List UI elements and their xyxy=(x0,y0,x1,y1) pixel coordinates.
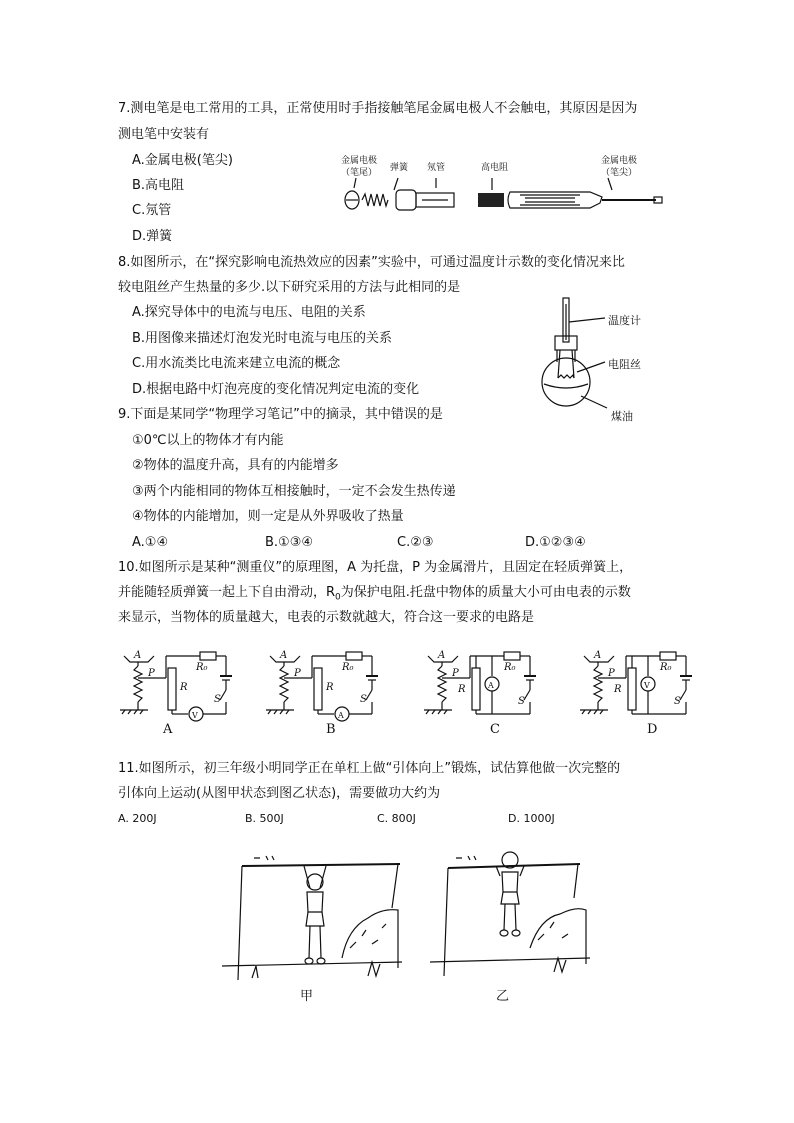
q8-option-b: B.用图像来描述灯泡发光时电流与电压的关系 xyxy=(132,331,393,346)
q7-pen-drawing xyxy=(340,178,670,218)
q10-stem-line1: 10.如图所示是某种“测重仪”的原理图，A 为托盘，P 为金属滑片，且固定在轻质弹簧上， xyxy=(118,560,633,575)
q10c-label-switch: S xyxy=(518,696,525,707)
q7-label-tail-paren: （笔尾） xyxy=(341,168,378,178)
q11-option-d: D. 1000J xyxy=(508,812,555,825)
q9-item-4: ④物体的内能增加，则一定是从外界吸收了热量 xyxy=(132,509,404,524)
q8-stem-line1: 8.如图所示，在“探究影响电流热效应的因素”实验中，可通过温度计示数的变化情况来比 xyxy=(118,255,625,270)
q10d-label-slider: P xyxy=(608,668,615,679)
q10c-label-rheostat: R xyxy=(458,684,466,695)
q10b-label-protect: R₀ xyxy=(342,662,354,673)
q10d-label-protect: R₀ xyxy=(660,662,672,673)
q9-option-a: A.①④ xyxy=(132,535,169,550)
q10a-meter: V xyxy=(192,711,198,720)
q7-option-a: A.金属电极(笔尖) xyxy=(132,153,233,168)
q7-label-tip-electrode: 金属电极 xyxy=(601,156,638,166)
q7-stem-line2: 测电笔中安装有 xyxy=(118,127,210,142)
q10-circuit-c xyxy=(424,648,536,720)
q10-caption-d: D xyxy=(647,722,658,737)
q7-label-neon: 氖管 xyxy=(427,163,446,173)
q8-label-wire: 电阻丝 xyxy=(608,358,641,371)
q7-option-c: C.氖管 xyxy=(132,203,172,218)
q8-option-d: D.根据电路中灯泡亮度的变化情况判定电流的变化 xyxy=(132,382,420,397)
q10-circuit-b xyxy=(266,648,378,720)
q7-label-tip-paren: （笔尖） xyxy=(601,168,638,178)
q10c-meter: A xyxy=(488,681,494,690)
q7-stem-line1: 7.测电笔是电工常用的工具，正常使用时手指接触笔尾金属电极人不会触电，其原因是因为 xyxy=(118,101,638,116)
q10b-label-tray: A xyxy=(280,650,288,661)
q10a-label-slider: P xyxy=(148,668,155,679)
q8-label-oil: 煤油 xyxy=(611,410,633,423)
q10d-label-switch: S xyxy=(674,696,681,707)
q8-option-a: A.探究导体中的电流与电压、电阻的关系 xyxy=(132,305,366,320)
q11-stem-line1: 11.如图所示，初三年级小明同学正在单杠上做“引体向上”锻炼，试估算他做一次完整的 xyxy=(118,761,621,776)
q10c-label-protect: R₀ xyxy=(504,662,516,673)
q10b-label-rheostat: R xyxy=(326,682,334,693)
q10-stem-line2: 并能随轻质弹簧一起上下自由滑动，$R_0$为保护电阻.托盘中物体的质量大小可由电表的示数 xyxy=(118,585,631,603)
q10-circuit-d xyxy=(580,648,692,720)
q11-figure-jia xyxy=(222,848,402,983)
q11-option-a: A. 200J xyxy=(118,812,157,825)
q11-option-b: B. 500J xyxy=(245,812,284,825)
q10b-label-slider: P xyxy=(294,668,301,679)
q9-item-1: ①0℃以上的物体才有内能 xyxy=(132,433,284,448)
q10a-label-switch: S xyxy=(214,694,221,705)
q9-option-d: D.①②③④ xyxy=(525,535,586,550)
q9-stem: 9.下面是某同学“物理学习笔记”中的摘录，其中错误的是 xyxy=(118,407,443,422)
q8-label-thermometer: 温度计 xyxy=(608,314,641,327)
q10-circuit-a xyxy=(120,648,232,720)
q10a-label-protect: R₀ xyxy=(196,662,208,673)
q10c-label-slider: P xyxy=(452,668,459,679)
q9-option-b: B.①③④ xyxy=(265,535,314,550)
q7-option-b: B.高电阻 xyxy=(132,178,185,193)
q11-caption-yi: 乙 xyxy=(496,989,510,1004)
q8-option-c: C.用水流类比电流来建立电流的概念 xyxy=(132,356,341,371)
q9-item-3: ③两个内能相同的物体互相接触时，一定不会发生热传递 xyxy=(132,484,456,499)
q10-caption-a: A xyxy=(163,722,173,737)
q10b-label-switch: S xyxy=(360,694,367,705)
q11-figure-yi xyxy=(430,848,590,983)
q10b-meter: A xyxy=(338,711,344,720)
q11-stem-line2: 引体向上运动(从图甲状态到图乙状态)，需要做功大约为 xyxy=(118,786,441,801)
q8-stem-line2: 较电阻丝产生热量的多少.以下研究采用的方法与此相同的是 xyxy=(118,280,461,295)
q10-stem-line3: 来显示，当物体的质量越大，电表的示数就越大，符合这一要求的电路是 xyxy=(118,610,535,625)
q10a-label-tray: A xyxy=(134,650,142,661)
q10d-label-rheostat: R xyxy=(614,684,622,695)
q7-option-d: D.弹簧 xyxy=(132,229,173,244)
q11-caption-jia: 甲 xyxy=(300,989,314,1004)
q11-option-c: C. 800J xyxy=(377,812,416,825)
q7-label-spring: 弹簧 xyxy=(390,163,409,173)
q10a-label-rheostat: R xyxy=(180,682,188,693)
q10d-meter: V xyxy=(644,681,650,690)
q10d-label-tray: A xyxy=(594,650,602,661)
q9-item-2: ②物体的温度升高，具有的内能增多 xyxy=(132,458,339,473)
q9-option-c: C.②③ xyxy=(397,535,434,550)
q10-caption-b: B xyxy=(326,722,336,737)
q10-caption-c: C xyxy=(490,722,500,737)
q7-label-resistor: 高电阻 xyxy=(481,163,509,173)
q7-label-tail-electrode: 金属电极 xyxy=(341,156,378,166)
q10c-label-tray: A xyxy=(438,650,446,661)
